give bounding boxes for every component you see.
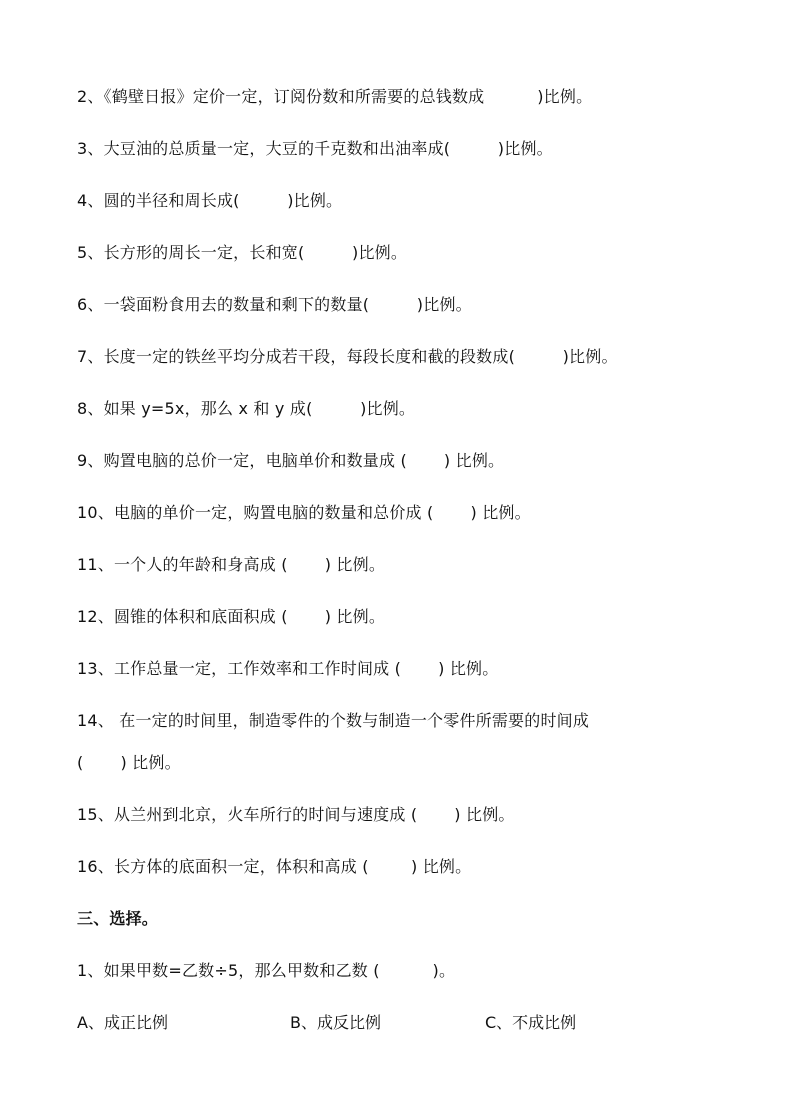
- question-6: 6、一袋面粉食用去的数量和剩下的数量( )比例。: [77, 295, 472, 314]
- section-heading: 三、选择。: [77, 909, 159, 928]
- question-7: 7、长度一定的铁丝平均分成若干段，每段长度和截的段数成( )比例。: [77, 347, 618, 366]
- question-4: 4、圆的半径和周长成( )比例。: [77, 191, 343, 210]
- question-14: 14、 在一定的时间里，制造零件的个数与制造一个零件所需要的时间成: [77, 711, 590, 730]
- question-9: 9、购置电脑的总价一定，电脑单价和数量成 ( ) 比例。: [77, 451, 505, 470]
- choice-question-1: 1、如果甲数=乙数÷5，那么甲数和乙数 ( )。: [77, 961, 456, 980]
- question-15: 15、从兰州到北京，火车所行的时间与速度成 ( ) 比例。: [77, 805, 515, 824]
- question-16: 16、长方体的底面积一定，体积和高成 ( ) 比例。: [77, 857, 472, 876]
- question-5: 5、长方形的周长一定，长和宽( )比例。: [77, 243, 408, 262]
- question-14-continued: ( ) 比例。: [77, 753, 181, 772]
- option-a: A、成正比例: [77, 1013, 168, 1032]
- question-11: 11、一个人的年龄和身高成 ( ) 比例。: [77, 555, 386, 574]
- question-2: 2、《鹤壁日报》定价一定，订阅份数和所需要的总钱数成 )比例。: [77, 87, 593, 106]
- question-12: 12、圆锥的体积和底面积成 ( ) 比例。: [77, 607, 386, 626]
- question-8: 8、如果 y=5x，那么 x 和 y 成( )比例。: [77, 399, 416, 418]
- question-3: 3、大豆油的总质量一定，大豆的千克数和出油率成( )比例。: [77, 139, 553, 158]
- question-13: 13、工作总量一定，工作效率和工作时间成 ( ) 比例。: [77, 659, 499, 678]
- option-c: C、不成比例: [485, 1013, 577, 1032]
- question-10: 10、电脑的单价一定，购置电脑的数量和总价成 ( ) 比例。: [77, 503, 531, 522]
- option-b: B、成反比例: [290, 1013, 381, 1032]
